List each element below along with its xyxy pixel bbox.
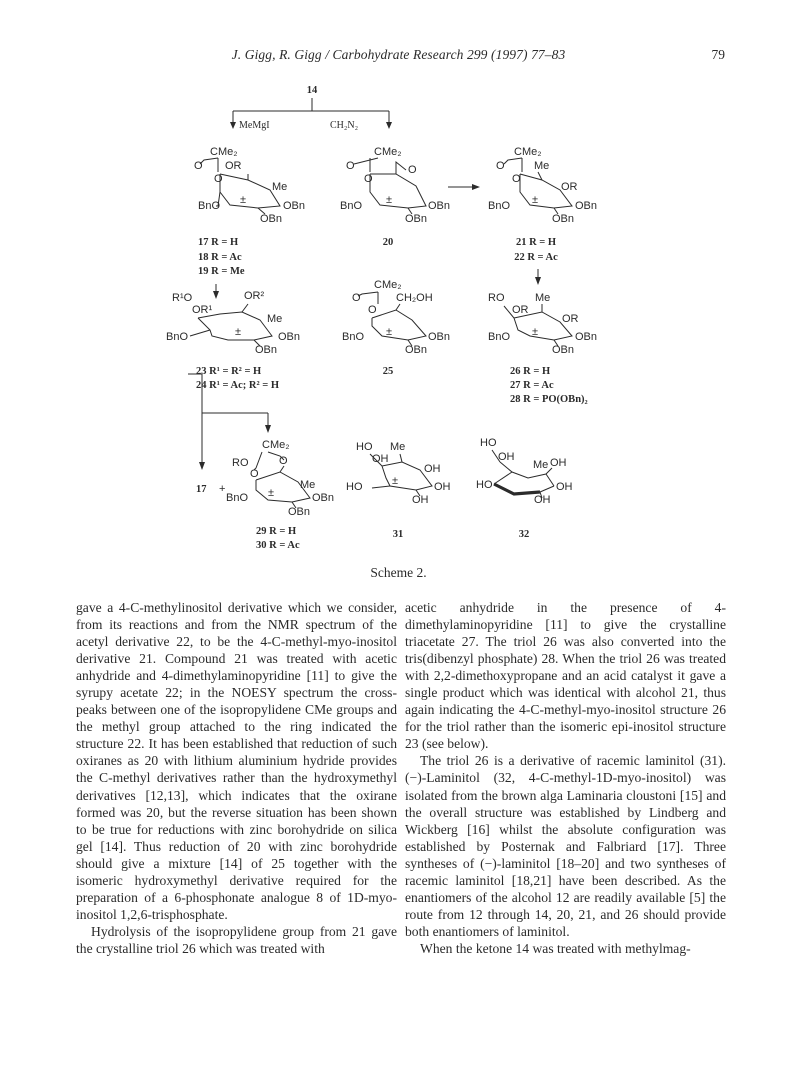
svg-text:O: O bbox=[408, 164, 417, 176]
structure-31 bbox=[346, 441, 451, 506]
svg-text:OBn: OBn bbox=[552, 344, 575, 356]
svg-text:BnO: BnO bbox=[226, 492, 249, 504]
svg-text:OBn: OBn bbox=[255, 344, 278, 356]
structure-20 bbox=[340, 146, 450, 225]
svg-text:O: O bbox=[352, 292, 361, 304]
label-28: 28 R = PO(OBn)₂ bbox=[510, 394, 588, 405]
paragraph: The triol 26 is a derivative of racemic laminitol (31). (−)-Laminitol (32, 4-C-methyl-1D-myo-inositol) was isolated from the brown alga Laminaria cloustoni [15] and the overall structure was established by Lindberg and Wickberg [16] whilst the absolute configuration was established by Posternak and Falbriard [17]. Three syntheses of (−)-laminitol [18–20] and two syntheses of racemic laminitol [18,21] have been described. As the enantiomers of the alcohol 12 are readily available [5] the route from 12 through 14, 20, 21, and 26 should provide both enantiomers of laminitol. bbox=[405, 753, 726, 939]
label-32: 32 bbox=[518, 529, 530, 540]
svg-text:OBn: OBn bbox=[552, 213, 575, 225]
svg-text:BnO: BnO bbox=[488, 200, 511, 212]
svg-text:OBn: OBn bbox=[283, 200, 306, 212]
svg-text:Me: Me bbox=[267, 313, 283, 325]
plus-sign: + bbox=[219, 483, 226, 495]
svg-text:OBn: OBn bbox=[288, 506, 311, 518]
svg-text:OBn: OBn bbox=[278, 331, 301, 343]
svg-text:OH: OH bbox=[424, 463, 441, 475]
svg-text:±: ± bbox=[240, 194, 247, 206]
svg-text:OBn: OBn bbox=[575, 331, 598, 343]
label-30: 30 R = Ac bbox=[256, 540, 300, 551]
svg-text:OR: OR bbox=[561, 181, 578, 193]
svg-text:OBn: OBn bbox=[260, 213, 283, 225]
svg-text:O: O bbox=[368, 304, 377, 316]
svg-text:OR: OR bbox=[225, 160, 242, 172]
label-22: 22 R = Ac bbox=[514, 252, 558, 263]
svg-text:O: O bbox=[364, 173, 373, 185]
svg-text:Me: Me bbox=[272, 181, 288, 193]
svg-text:OH: OH bbox=[498, 451, 515, 463]
svg-text:BnO: BnO bbox=[488, 331, 511, 343]
reaction-scheme bbox=[150, 74, 650, 594]
svg-text:Me: Me bbox=[534, 160, 550, 172]
svg-text:±: ± bbox=[235, 326, 242, 338]
structure-23 bbox=[166, 290, 300, 356]
label-19: 19 R = Me bbox=[198, 266, 245, 277]
svg-text:OR¹: OR¹ bbox=[192, 304, 213, 316]
scheme-caption: Scheme 2. bbox=[370, 565, 427, 580]
running-title: J. Gigg, R. Gigg / Carbohydrate Research 299 (1997) 77–83 bbox=[231, 47, 566, 62]
structure-17 bbox=[194, 146, 305, 225]
left-column bbox=[76, 599, 397, 957]
svg-text:±: ± bbox=[386, 326, 393, 338]
svg-text:BnO: BnO bbox=[342, 331, 365, 343]
svg-text:Me: Me bbox=[535, 292, 551, 304]
svg-text:OBn: OBn bbox=[428, 331, 451, 343]
svg-text:OBn: OBn bbox=[575, 200, 598, 212]
structure-21 bbox=[488, 146, 597, 225]
svg-text:BnO: BnO bbox=[198, 200, 221, 212]
reagent-ch2n2: CH₂N₂ bbox=[330, 120, 359, 131]
svg-text:RO: RO bbox=[232, 457, 249, 469]
svg-text:BnO: BnO bbox=[166, 331, 189, 343]
structure-32 bbox=[476, 437, 573, 506]
label-31: 31 bbox=[392, 529, 404, 540]
svg-text:O: O bbox=[250, 468, 259, 480]
svg-text:OR²: OR² bbox=[244, 290, 265, 302]
svg-text:±: ± bbox=[392, 475, 399, 487]
svg-text:HO: HO bbox=[346, 481, 363, 493]
label-23: 23 R¹ = R² = H bbox=[196, 366, 262, 377]
svg-text:HO: HO bbox=[356, 441, 373, 453]
svg-text:O: O bbox=[346, 160, 355, 172]
svg-text:±: ± bbox=[532, 194, 539, 206]
svg-text:CMe₂: CMe₂ bbox=[514, 146, 542, 158]
svg-text:O: O bbox=[194, 160, 203, 172]
svg-text:HO: HO bbox=[476, 479, 493, 491]
svg-text:HO: HO bbox=[480, 437, 497, 449]
paragraph: gave a 4-C-methylinositol derivative which we consider, from its reactions and from the NMR spectrum of the acetyl derivative 22, to be the 4-C-methyl-myo-inositol derivative 21. Compound 21 was treated with acetic anhydride and 4-dimethylaminopyridine [11] to give the syrupy acetate 22; in the NOESY spectrum the cross-peaks between one of the isopropylidene CMe groups and the methyl group attached to the ring indicated the structure 22. It has been established that reduction of such oxiranes as 20 with lithium aluminium hydride provides the C-methyl derivatives rather than the hydroxymethyl derivatives [12,13], which indicates that the oxirane formed was 20, but the reverse situation has been shown to be true for reductions with zinc borohydride on silica gel [14]. Thus reduction of 20 with zinc borohydride should give a mixture [14] of 25 together with the isomeric hydroxymethyl derivative required for the preparation of a 6-phosphonate analogue 8 of 1D-myo-inositol 1,2,6-trisphosphate. bbox=[76, 600, 397, 922]
svg-text:OH: OH bbox=[434, 481, 451, 493]
svg-text:OH: OH bbox=[550, 457, 567, 469]
svg-text:Me: Me bbox=[390, 441, 406, 453]
paragraph: Hydrolysis of the isopropylidene group from 21 gave the crystalline triol 26 which was treated with bbox=[76, 923, 397, 956]
structure-26 bbox=[488, 292, 597, 356]
label-21: 21 R = H bbox=[515, 237, 557, 248]
svg-text:OH: OH bbox=[534, 494, 551, 506]
svg-text:Me: Me bbox=[300, 479, 316, 491]
page-header bbox=[0, 47, 797, 67]
svg-text:RO: RO bbox=[488, 292, 505, 304]
svg-text:±: ± bbox=[532, 326, 539, 338]
svg-text:OBn: OBn bbox=[405, 344, 428, 356]
svg-text:OH: OH bbox=[372, 453, 389, 465]
paragraph: acetic anhydride in the presence of 4-dimethylaminopyridine [11] to give the crystalline triacetate 27. The triol 26 was also converted into the tris(dibenzyl phosphate) 28. When the triol 26 was treated with 2,2-dimethoxypropane and an acid catalyst it gave a single product which was identical with alcohol 21, thus again indicating the 4-C-methyl-myo-inositol structure 26 for the triol rather than the isomeric epi-inositol structure 23 (see below). bbox=[405, 600, 726, 752]
svg-text:O: O bbox=[279, 455, 288, 467]
label-20: 20 bbox=[382, 237, 394, 248]
right-column bbox=[405, 599, 726, 957]
label-top-compound: 14 bbox=[306, 85, 318, 96]
label-25: 25 bbox=[382, 366, 394, 377]
svg-text:CMe₂: CMe₂ bbox=[262, 439, 290, 451]
page-number: 79 bbox=[711, 47, 725, 62]
svg-text:CMe₂: CMe₂ bbox=[374, 279, 402, 291]
label-18: 18 R = Ac bbox=[198, 252, 242, 263]
label-29: 29 R = H bbox=[256, 526, 297, 537]
svg-text:Me: Me bbox=[533, 459, 549, 471]
svg-text:O: O bbox=[496, 160, 505, 172]
svg-text:OR: OR bbox=[512, 304, 529, 316]
label-24: 24 R¹ = Ac; R² = H bbox=[196, 380, 280, 391]
svg-text:CMe₂: CMe₂ bbox=[210, 146, 238, 158]
svg-text:±: ± bbox=[386, 194, 393, 206]
paragraph: When the ketone 14 was treated with methylmag- bbox=[420, 940, 691, 956]
structure-29 bbox=[226, 439, 334, 518]
svg-text:OBn: OBn bbox=[312, 492, 335, 504]
label-27: 27 R = Ac bbox=[510, 380, 554, 391]
structure-25 bbox=[342, 279, 450, 356]
label-17: 17 R = H bbox=[198, 237, 239, 248]
svg-text:OH: OH bbox=[556, 481, 573, 493]
svg-text:OH: OH bbox=[412, 494, 429, 506]
reagent-memgi: MeMgI bbox=[239, 120, 270, 131]
label-plus-17: 17 bbox=[196, 484, 207, 495]
svg-text:O: O bbox=[214, 173, 223, 185]
svg-text:O: O bbox=[512, 173, 521, 185]
svg-text:BnO: BnO bbox=[340, 200, 363, 212]
label-26: 26 R = H bbox=[510, 366, 551, 377]
svg-text:OBn: OBn bbox=[405, 213, 428, 225]
svg-text:R¹O: R¹O bbox=[172, 292, 193, 304]
svg-text:CH₂OH: CH₂OH bbox=[396, 292, 433, 304]
svg-text:±: ± bbox=[268, 487, 275, 499]
svg-text:OR: OR bbox=[562, 313, 579, 325]
svg-text:OBn: OBn bbox=[428, 200, 451, 212]
svg-text:CMe₂: CMe₂ bbox=[374, 146, 402, 158]
